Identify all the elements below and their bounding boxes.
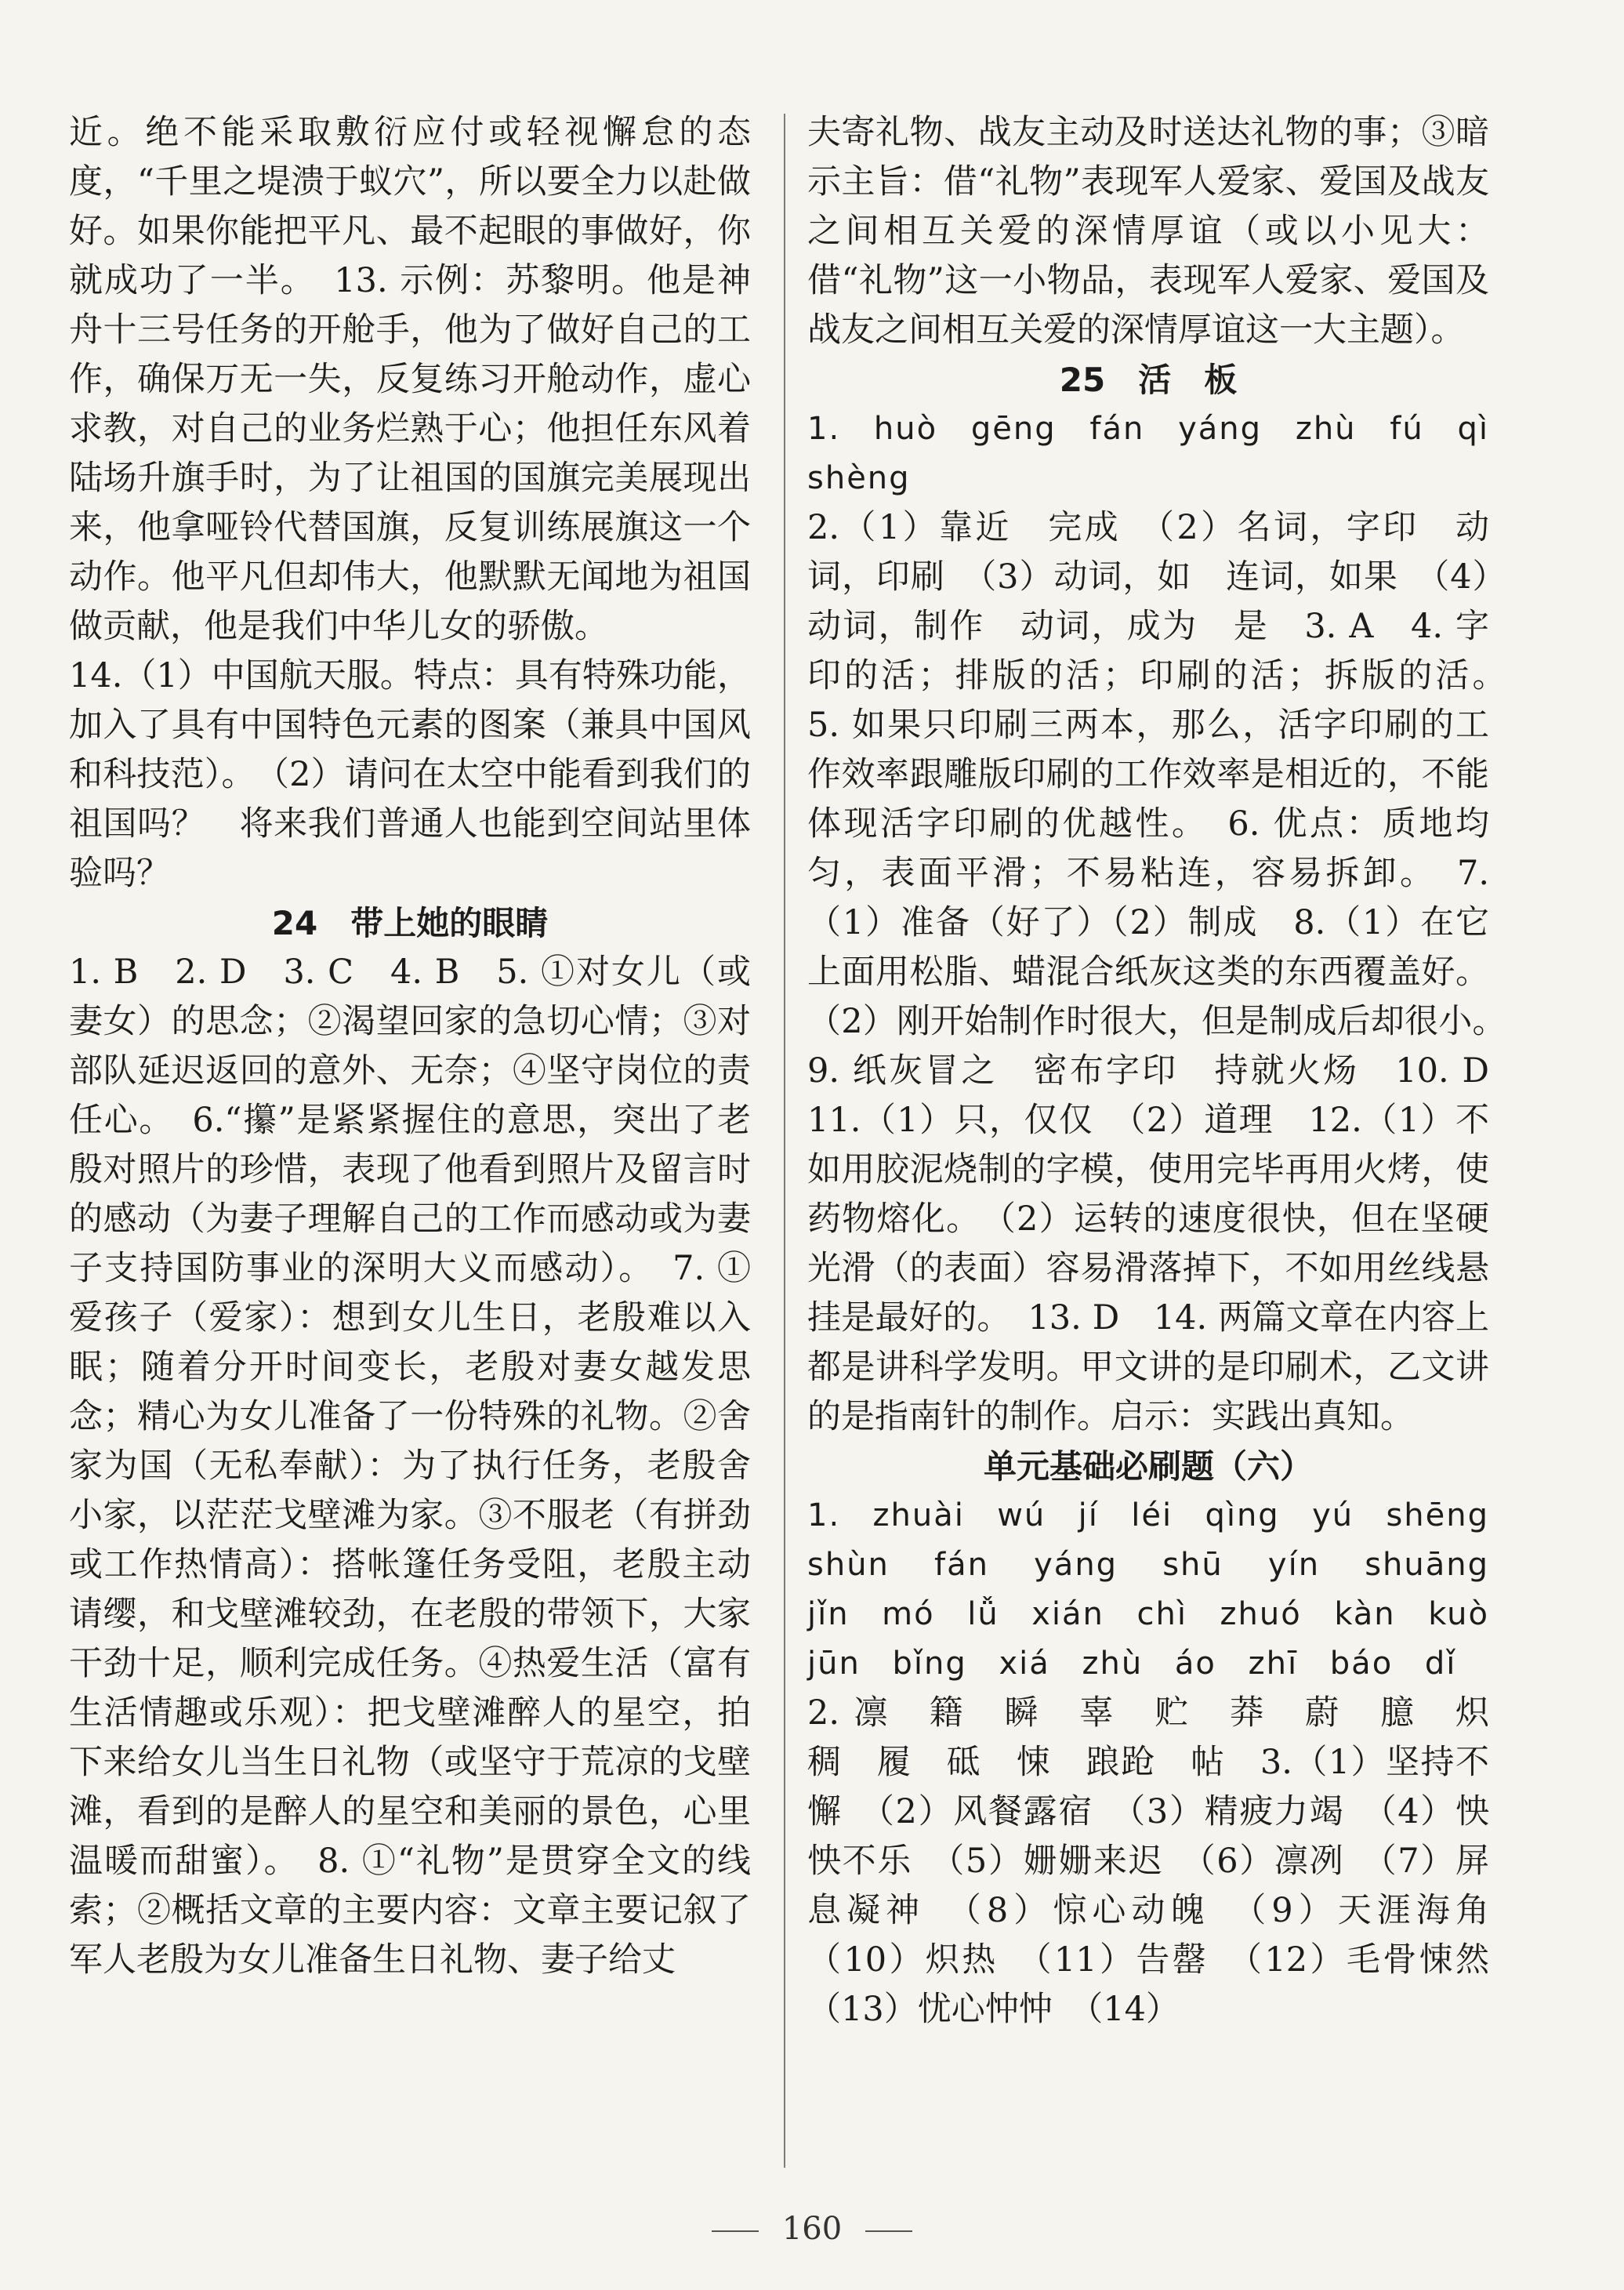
page-number: 160 (781, 2211, 843, 2247)
answer-section-25: 2.（1）靠近 完成 （2）名词，字印 动词，印刷 （3）动词，如 连词，如果 （4）动词，制作 动词，成为 是 3. A 4. 字印的活；排版的活；印刷的活；拆版的活。 5. 如果只印刷三两本，那么，活字印刷的工作效率跟雕版印刷的工作效率是相近的，不能体现活字印刷的优越性。 6. 优点：质地均匀，表面平滑；不易粘连，容易拆卸。 7.（1）准备（好了）（2）制成 8.（1）在它上面用松脂、蜡混合纸灰这类的东西覆盖好。（2）刚开始制作时很大，但是制成后却很小。 9. 纸灰冒之 密布字印 持就火炀 10. D 11.（1）只，仅仅 （2）道理 12.（1）不如用胶泥烧制的字模，使用完毕再用火烤，使药物熔化。 （2）运转的速度很快，但在坚硬光滑（的表面）容易滑落掉下，不如用丝线悬挂是最好的。 13. D 14. 两篇文章在内容上都是讲科学发明。甲文讲的是印刷术，乙文讲的是指南针的制作。启示：实践出真知。 (807, 508, 1523, 1436)
page-footer (0, 2211, 1624, 2247)
answer-section-24-continued: 夫寄礼物、战友主动及时送达礼物的事；③暗示主旨：借“礼物”表现军人爱家、爱国及战友之间相互关爱的深情厚谊（或以小见大：借“礼物”这一小物品，表现军人爱家、爱国及战友之间相互关爱的深情厚谊这一大主题）。 (807, 113, 1489, 350)
pinyin-answers-unit-6: 1. zhuài wú jí léi qìng yú shēng shùn fán yáng shū yín shuāng jǐn mó lǚ xián chì zhuó kàn kuò jūn bǐng xiá zhù áo zhī báo dǐ (807, 1497, 1489, 1682)
answer-section-unit-6: 2. 凛 籍 瞬 辜 贮 莽 蔚 臆 炽 稠 履 砥 悚 踉跄 帖 3.（1）坚持不懈 （2）风餐露宿 （3）精疲力竭 （4）怏怏不乐 （5）姗姗来迟 （6）凛冽 （7）屏息凝神 （8）惊心动魄 （9）天涯海角 （10）炽热 （11）告罄 （12）毛骨悚然 （13）忧心忡忡 （14） (807, 1693, 1523, 2029)
section-heading-unit-6: 单元基础必刷题（六） (983, 1447, 1313, 1486)
answer-paragraph-14: 14.（1）中国航天服。特点：具有特殊功能，加入了具有中国特色元素的图案（兼具中国风和科技范）。 （2）请问在太空中能看到我们的祖国吗？ 将来我们普通人也能到空间站里体验吗？ (69, 656, 751, 893)
section-heading-25: 25 活 板 (1059, 361, 1238, 399)
section-heading-24: 24 带上她的眼睛 (271, 904, 549, 942)
left-column (69, 108, 751, 1985)
pinyin-answers-25: 1. huò gēng fán yáng zhù fú qì shèng (807, 411, 1489, 496)
footer-dash-right (865, 2230, 912, 2232)
answer-section-24: 1. B 2. D 3. C 4. B 5. ①对女儿（或妻女）的思念；②渴望回家的急切心情；③对部队延迟返回的意外、无奈；④坚守岗位的责任心。 6.“攥”是紧紧握住的意思，突出了老殷对照片的珍惜，表现了他看到照片及留言时的感动（为妻子理解自己的工作而感动或为妻子支持国防事业的深明大义而感动）。 7. ①爱孩子（爱家）：想到女儿生日，老殷难以入眠；随着分开时间变长，老殷对妻女越发思念；精心为女儿准备了一份特殊的礼物。②舍家为国（无私奉献）：为了执行任务，老殷舍小家，以茫茫戈壁滩为家。③不服老（有拼劲或工作热情高）：搭帐篷任务受阻，老殷主动请缨，和戈壁滩较劲，在老殷的带领下，大家干劲十足，顺利完成任务。④热爱生活（富有生活情趣或乐观）：把戈壁滩醉人的星空，拍下来给女儿当生日礼物（或坚守于荒凉的戈壁滩，看到的是醉人的星空和美丽的景色，心里温暖而甜蜜）。 8. ①“礼物”是贯穿全文的线索；②概括文章的主要内容：文章主要记叙了军人老殷为女儿准备生日礼物、妻子给丈 (69, 953, 751, 1980)
column-divider (784, 114, 785, 2168)
footer-dash-left (712, 2230, 759, 2232)
answer-paragraph-13: 近。绝不能采取敷衍应付或轻视懈怠的态度，“千里之堤溃于蚁穴”，所以要全力以赴做好。如果你能把平凡、最不起眼的事做好，你就成功了一半。 13. 示例：苏黎明。他是神舟十三号任务的开舱手，他为了做好自己的工作，确保万无一失，反复练习开舱动作，虚心求教，对自己的业务烂熟于心；他担任东风着陆场升旗手时，为了让祖国的国旗完美展现出来，他拿哑铃代替国旗，反复训练展旗这一个动作。他平凡但却伟大，他默默无闻地为祖国做贡献，他是我们中华儿女的骄傲。 (69, 113, 751, 646)
right-column (807, 108, 1523, 2034)
